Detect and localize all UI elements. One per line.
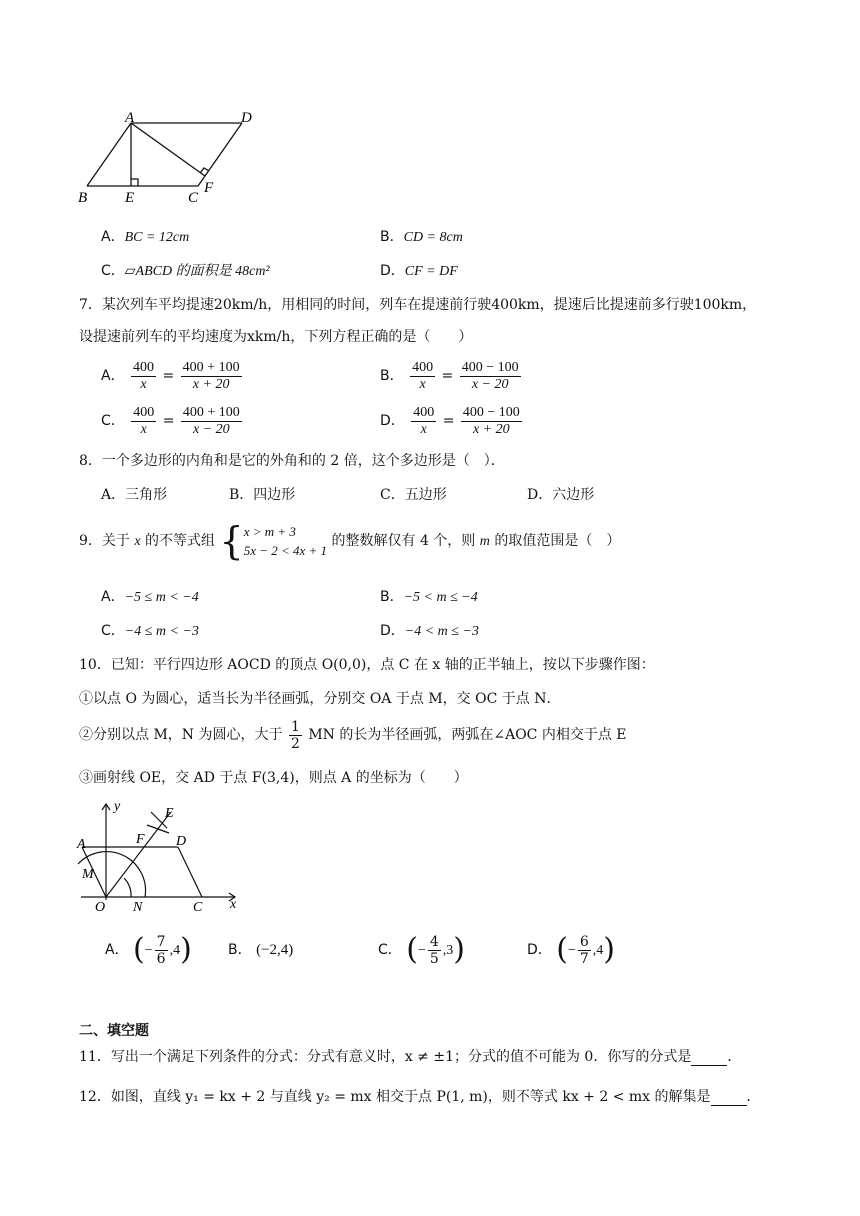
label-E: E [165,806,174,821]
answer-blank[interactable] [691,1049,727,1066]
q8-stem: 8．一个多边形的内角和是它的外角和的 2 倍，这个多边形是（ ）． [79,453,505,469]
q9-stem: 9．关于 x 的不等式组 { x > m + 3 5x − 2 < 4x + 1 的整数解仅有 4 个，则 m 的取值范围是（ ） [79,519,621,563]
q9-option-a[interactable]: A．−5 ≤ m < −4 [101,589,199,605]
q6-option-d[interactable]: D．CF = DF [380,263,458,279]
q9-option-b[interactable]: B．−5 < m ≤ −4 [380,589,478,605]
q10-option-b[interactable]: B． (−2,4) [228,942,294,958]
q7-option-c[interactable]: C． $\frac{400}{x}$ = $\frac{400 + 100}{x - 20}$ [101,404,240,437]
label-B: B [78,190,88,206]
label-E: E [125,190,135,206]
q8-option-b[interactable]: B．四边形 [229,487,296,503]
q10-option-c[interactable]: C． (− $\frac{4}{5}$ ,3) [378,932,465,967]
label-y: y [114,800,121,814]
label-O: O [95,900,106,915]
q12: 12．如图，直线 y₁ = kx + 2 与直线 y₂ = mx 相交于点 P(1, m)，则不等式 kx + 2 < mx 的解集是 ． [79,1089,761,1105]
label-C: C [193,900,203,915]
q10-stem: 10．已知：平行四边形 AOCD 的顶点 O(0,0)，点 C 在 x 轴的正半轴上，按以下步骤作图： [79,657,655,673]
label-D: D [176,834,187,849]
q6-option-b[interactable]: B．CD = 8cm [380,229,463,245]
q7-stem-line2: 设提速前列车的平均速度为xkm/h，下列方程正确的是（ ） [79,329,473,345]
q9-option-d[interactable]: D．−4 < m ≤ −3 [380,623,479,639]
label-D: D [241,110,252,126]
q10-option-a[interactable]: A． (− $\frac{7}{6}$ ,4) [105,932,192,967]
q8-option-d[interactable]: D．六边形 [527,487,595,503]
inequality-system: { x > m + 3 5x − 2 < 4x + 1 [219,519,328,563]
q10-step2: ②分别以点 M，N 为圆心，大于 $\frac{1}{2}$ MN 的长为半径画弧，两弧在∠AOC 内相交于点 E [79,718,627,752]
q9-option-c[interactable]: C．−4 ≤ m < −3 [101,623,199,639]
q7-option-a[interactable]: A． $\frac{400}{x}$ = $\frac{400 + 100}{x + 20}$ [101,359,240,392]
q11: 11．写出一个满足下列条件的分式：分式有意义时，x ≠ ±1；分式的值不可能为 0．你写的分式是 ． [79,1049,742,1065]
q10-step3: ③画射线 OE，交 AD 于点 F(3,4)，则点 A 的坐标为（ ） [79,770,468,786]
section-heading: 二、填空题 [79,1023,149,1039]
q10-option-d[interactable]: D． (− $\frac{6}{7}$ ,4) [527,932,615,967]
q6-option-c[interactable]: C．▱ABCD 的面积是 48cm² [101,263,270,279]
q8-option-a[interactable]: A．三角形 [101,487,168,503]
parallelogram-figure [70,110,270,210]
label-A: A [125,110,135,126]
construction-figure [75,800,250,915]
q8-option-c[interactable]: C．五边形 [380,487,447,503]
label-N: N [133,900,143,915]
answer-blank[interactable] [711,1089,747,1106]
q7-option-b[interactable]: B． $\frac{400}{x}$ = $\frac{400 - 100}{x - 20}$ [380,359,519,392]
label-F: F [136,832,145,847]
label-M: M [82,867,94,882]
q10-step1: ①以点 O 为圆心，适当长为半径画弧，分别交 OA 于点 M，交 OC 于点 N． [79,691,561,707]
q7-stem-line1: 7．某次列车平均提速20km/h，用相同的时间，列车在提速前行驶400km，提速后比提速前多行驶100km， [79,297,757,313]
label-x: x [230,897,237,912]
label-F: F [204,180,214,196]
q6-option-a[interactable]: A．BC = 12cm [101,229,190,245]
q7-option-d[interactable]: D． $\frac{400}{x}$ = $\frac{400 - 100}{x + 20}$ [380,404,520,437]
label-C: C [188,190,199,206]
label-A: A [77,837,86,852]
